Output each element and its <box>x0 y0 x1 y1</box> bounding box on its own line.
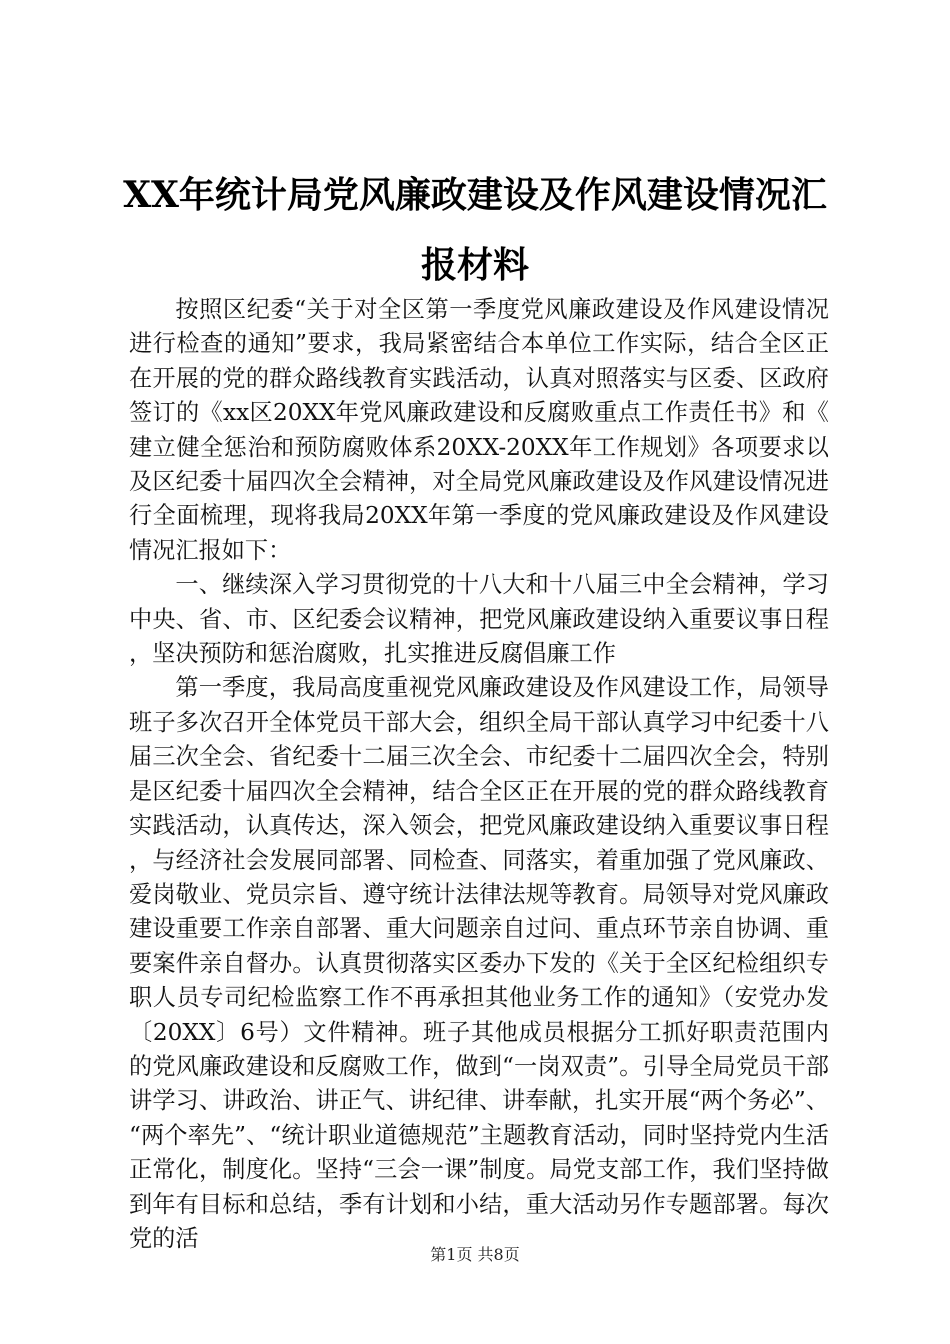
paragraph-intro: 按照区纪委“关于对全区第一季度党风廉政建设及作风建设情况进行检查的通知”要求，我局紧密结合本单位工作实际，结合全区正在开展的党的群众路线教育实践活动，认真对照落实与区委、区政府签订的《xx区20XX年党风廉政建设和反腐败重点工作责任书》和《建立健全惩治和预防腐败体系20XX-20XX年工作规划》各项要求以及区纪委十届四次全会精神，对全局党风廉政建设及作风建设情况进行全面梳理，现将我局20XX年第一季度的党风廉政建设及作风建设情况汇报如下： <box>129 296 829 564</box>
document-title: XX年统计局党风廉政建设及作风建设情况汇报材料 <box>123 174 827 286</box>
page-number-footer: 第1页 共8页 <box>430 1245 520 1264</box>
paragraph-first-quarter: 第一季度，我局高度重视党风廉政建设及作风建设工作，局领导班子多次召开全体党员干部大会，组织全局干部认真学习中纪委十八届三次全会、省纪委十二届三次全会、市纪委十二届四次全会，特别是区纪委十届四次全会精神，结合全区正在开展的党的群众路线教育实践活动，认真传达，深入领会，把党风廉政建设纳入重要议事日程，与经济社会发展同部署、同检查、同落实，着重加强了党风廉政、爱岗敬业、党员宗旨、遵守统计法律法规等教育。局领导对党风廉政建设重要工作亲自部署、重大问题亲自过问、重点环节亲自协调、重要案件亲自督办。认真贯彻落实区委办下发的《关于全区纪检组织专职人员专司纪检监察工作不再承担其他业务工作的通知》（安党办发〔20XX〕6号）文件精神。班子其他成员根据分工抓好职责范围内的党风廉政建设和反腐败工作，做到“一岗双责”。引导全局党员干部讲学习、讲政治、讲正气、讲纪律、讲奉献，扎实开展“两个务必”、“两个率先”、“统计职业道德规范”主题教育活动，同时坚持党内生活正常化，制度化。坚持“三会一课”制度。局党支部工作，我们坚持做到年有目标和总结，季有计划和小结，重大活动另作专题部署。每次党的活 <box>129 674 829 1252</box>
paragraph-section-one-heading: 一、继续深入学习贯彻党的十八大和十八届三中全会精神，学习中央、省、市、区纪委会议精神，把党风廉政建设纳入重要议事日程，坚决预防和惩治腐败，扎实推进反腐倡廉工作 <box>129 571 829 668</box>
document-body <box>129 293 829 1256</box>
